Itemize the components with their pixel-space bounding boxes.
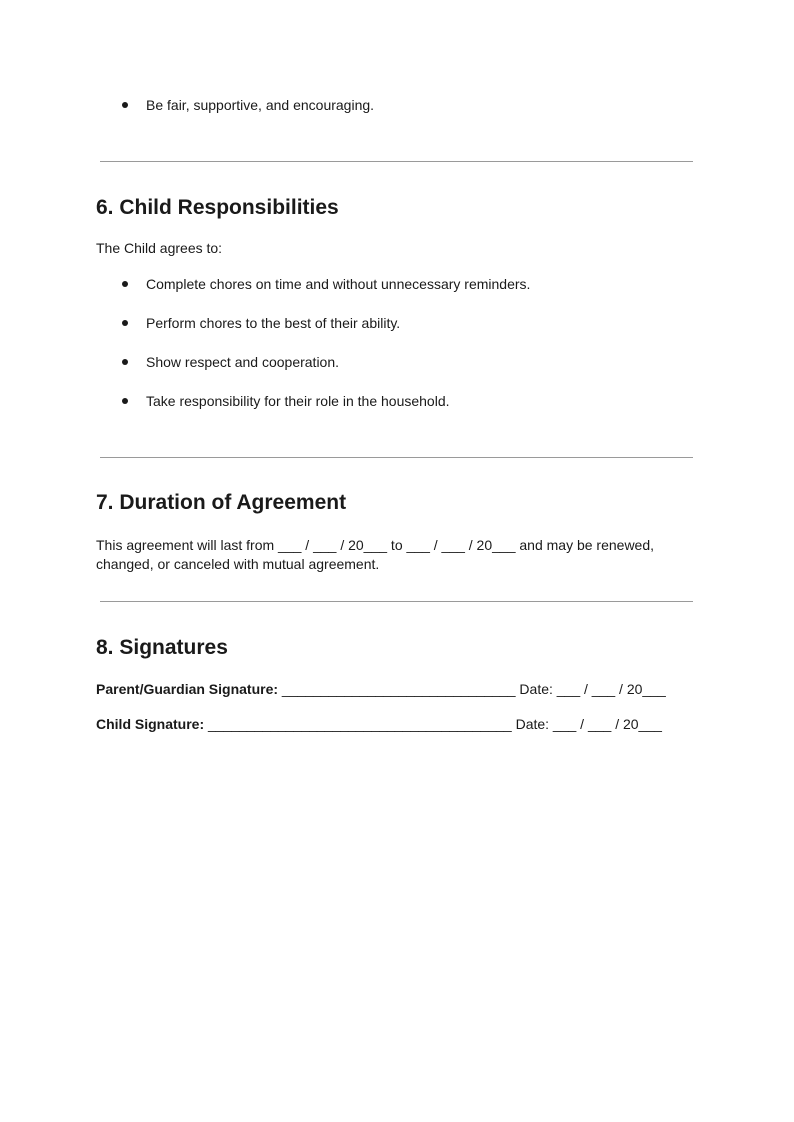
bullet-icon [122,398,128,404]
section-heading-signatures: 8. Signatures [96,636,228,659]
parent-signature-row [96,680,666,698]
child-signature-line: _______________________________________ [204,716,516,732]
list-item [120,353,339,371]
bullet-icon [122,281,128,287]
list-item [120,392,450,410]
child-signature-label: Child Signature: [96,716,205,732]
bullet-icon [122,320,128,326]
list-item [120,314,400,332]
section-heading-duration: 7. Duration of Agreement [96,491,347,514]
section-divider [100,601,693,602]
bullet-icon [122,359,128,365]
parent-signature-label: Parent/Guardian Signature: [96,681,279,697]
list-item [120,275,530,293]
child-signature-row [96,715,662,733]
list-item-text: Take responsibility for their role in the household. [146,393,450,409]
duration-text-line-2: changed, or canceled with mutual agreement. [96,556,380,572]
list-item-text: Perform chores to the best of their ability. [146,315,401,331]
list-item-text: Show respect and cooperation. [146,354,340,370]
list-item-text: Complete chores on time and without unnecessary reminders. [146,276,531,292]
bullet-icon [122,102,128,108]
section-intro: The Child agrees to: [96,240,223,256]
list-item-text: Be fair, supportive, and encouraging. [146,97,375,113]
list-item [120,96,374,114]
parent-signature-date: Date: ___ / ___ / 20___ [519,681,666,697]
section-divider [100,161,693,162]
parent-signature-line: ______________________________ [278,681,520,697]
duration-text-line-1: This agreement will last from ___ / ___ / 20___ to ___ / ___ / 20___ and may be renewed, [96,537,655,553]
section-heading-child-responsibilities: 6. Child Responsibilities [96,196,339,219]
child-signature-date: Date: ___ / ___ / 20___ [515,716,662,732]
section-divider [100,457,693,458]
